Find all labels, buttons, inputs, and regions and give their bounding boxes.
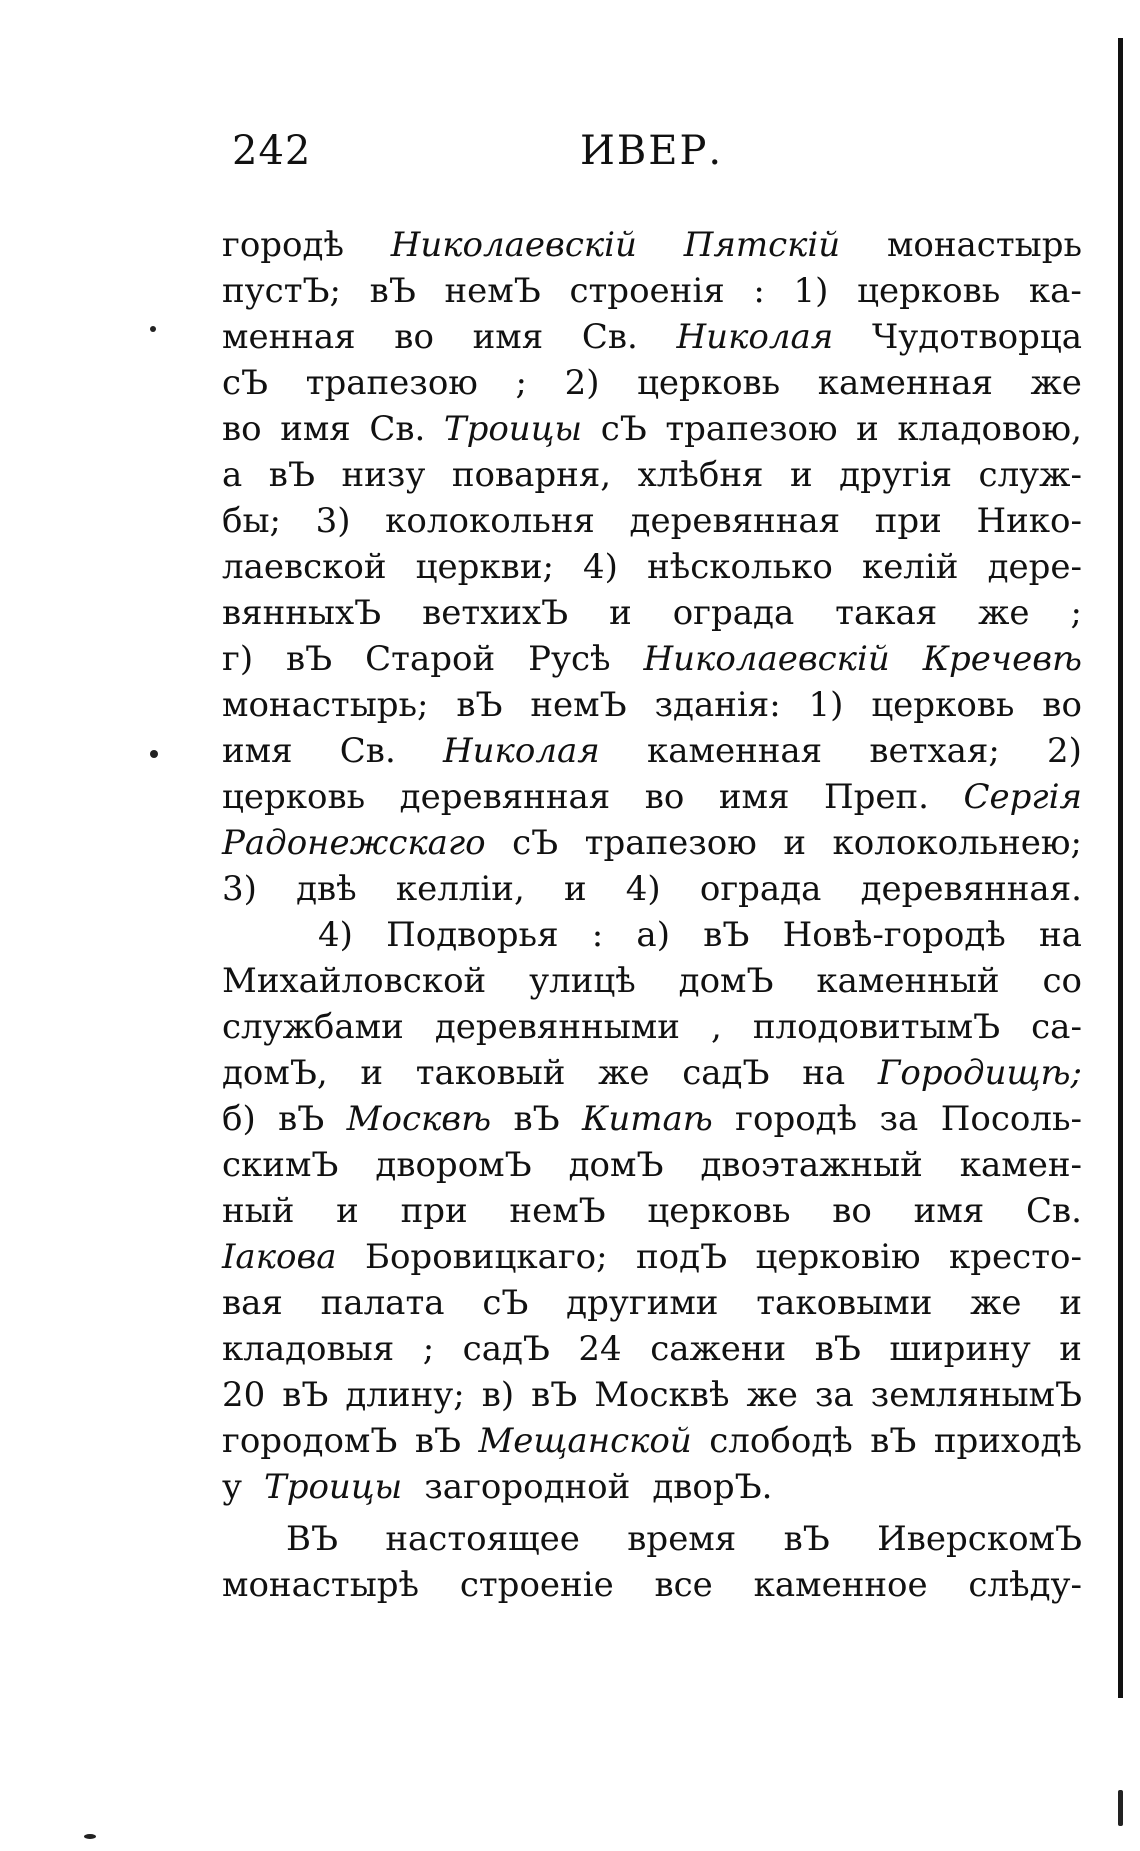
text-line [222,1004,1082,1050]
word: вЪ [531,1375,578,1415]
word: церковію [755,1237,921,1277]
word: монастырѣ [222,1565,420,1605]
word: ограда [672,593,795,633]
word: Преп. [823,777,929,817]
word: церковь [647,1191,791,1231]
print-speck [150,326,156,332]
word: вЪ [870,1421,917,1461]
word: немЪ [444,271,541,311]
word: за [879,1099,919,1139]
word: 3) [222,869,257,909]
word: на [802,1053,846,1093]
word: Николаевскій [390,225,637,265]
word: же [970,1283,1022,1323]
word: деревянная [399,777,611,817]
word: ; [1070,593,1082,633]
word: же [1030,363,1082,403]
word: землянымЪ [870,1375,1082,1415]
word: другія [839,455,953,495]
word: церковь [871,685,1015,725]
word: бы; [222,501,281,541]
word: церкви; [415,547,554,587]
word: ; [422,1329,435,1369]
word: во [222,409,262,449]
word: вЪ [286,639,333,679]
word: Николая [676,317,834,357]
word: Новѣ-городѣ [782,915,1006,955]
word: Городищѣ; [877,1053,1082,1093]
word: а [222,455,243,495]
word: деревянная [629,501,841,541]
word: ВЪ [286,1519,338,1559]
word: Кречевѣ [922,639,1082,679]
word: Св. [581,317,638,357]
word: городѣ [222,225,344,265]
word: городѣ [735,1099,858,1139]
word: Чудотворца [871,317,1082,357]
text-line [222,1280,1082,1326]
word: все [654,1565,713,1605]
word: кресто- [949,1237,1082,1277]
word: скимЪ [222,1145,339,1185]
word: Старой [365,639,496,679]
word: имя [222,731,293,771]
text-line [222,820,1082,866]
word: сажени [650,1329,787,1369]
word: вЪ [783,1519,830,1559]
word: и [336,1191,359,1231]
word: вая [222,1283,283,1323]
word: приходѣ [933,1421,1082,1461]
word: при [400,1191,468,1231]
word: двѣ [296,869,357,909]
word: слободѣ [709,1421,853,1461]
word: Св. [339,731,396,771]
word: менная [222,317,356,357]
word: 4) [625,869,661,909]
page-edge-rule [1118,38,1123,1698]
word: садЪ [682,1053,770,1093]
word: 20 [222,1375,266,1415]
text-line [222,452,1082,498]
word: таковый [415,1053,566,1093]
word: немЪ [509,1191,606,1231]
word: служ- [978,455,1082,495]
word: пустЪ; [222,271,341,311]
word: строеніе [459,1565,614,1605]
word: ка- [1028,271,1082,311]
word: двоэтажный [700,1145,923,1185]
text-line [222,728,1082,774]
word: плодовитымЪ [752,1007,1001,1047]
word: лаевской [222,547,387,587]
word: и [1059,1283,1082,1323]
word: строенія [569,271,725,311]
word: Китаѣ [582,1099,713,1139]
page-header [232,128,1092,188]
word: слѣду- [968,1565,1082,1605]
word: время [627,1519,737,1559]
text-line [222,912,1082,958]
text-line [222,1372,1082,1418]
word: Радонежскаго [222,823,486,863]
word: г) [222,639,254,679]
word: б) [222,1099,256,1139]
word: Русѣ [528,639,611,679]
word: кладовою, [897,409,1082,449]
word: улицѣ [529,961,636,1001]
word: вЪ [268,455,315,495]
word: в) [481,1375,515,1415]
word: Нико- [976,501,1082,541]
word: колокольнею; [832,823,1082,863]
word: загородной [424,1467,631,1507]
word: и [789,455,813,495]
word: : [591,915,604,955]
word: у [222,1467,243,1507]
word: кладовыя [222,1329,395,1369]
text-line [222,1096,1082,1142]
word: церковь [222,777,366,817]
word: за [814,1375,854,1415]
word: Николаевскій [643,639,890,679]
word: поварня, [451,455,612,495]
word: 4) [318,915,353,955]
word: домЪ [678,961,774,1001]
word: такая [835,593,938,633]
print-speck [84,1834,96,1839]
word: вЪ [369,271,416,311]
print-speck [150,750,158,758]
word: трапезою [584,823,757,863]
word: во [1042,685,1082,725]
word: каменный [816,961,1000,1001]
word: ветхихЪ [422,593,569,633]
word: вЪ [814,1329,861,1369]
word: сЪ [222,363,269,403]
word: и [563,869,587,909]
word: ИверскомЪ [877,1519,1082,1559]
word: Москвѣ [594,1375,730,1415]
word: Михайловской [222,961,487,1001]
word: городомЪ [222,1421,398,1461]
word: Мещанской [478,1421,692,1461]
word: домЪ [568,1145,664,1185]
text-line [222,1050,1082,1096]
word: Посоль- [940,1099,1082,1139]
word: 1) [793,271,829,311]
word: и [609,593,632,633]
text-line [222,1142,1082,1188]
text-line [222,866,1082,912]
word: монастырь; [222,685,429,725]
word: трапезою [305,363,478,403]
word: каменная [817,363,993,403]
text-line [222,1418,1082,1464]
word: немЪ [530,685,627,725]
word: дере- [987,547,1082,587]
word: имя [280,409,351,449]
word: другими [566,1283,719,1323]
text-line [222,1464,1082,1510]
word: дворомЪ [375,1145,532,1185]
word: длину; [345,1375,465,1415]
word: , [710,1007,722,1047]
word: вЪ [703,915,750,955]
word: вЪ [456,685,503,725]
text-line [222,498,1082,544]
word: имя [718,777,790,817]
word: и [856,409,879,449]
word: при [874,501,942,541]
word: низу [341,455,426,495]
word: 2) [564,363,600,403]
word: ный [222,1191,295,1231]
text-line [222,958,1082,1004]
text-line [222,360,1082,406]
word: ограда [699,869,822,909]
word: и [1059,1329,1082,1369]
text-line [222,406,1082,452]
word: вянныхЪ [222,593,382,633]
text-line [222,636,1082,682]
text-line [222,682,1082,728]
text-line [222,222,1082,268]
word: ширину [889,1329,1031,1369]
word: 24 [578,1329,622,1369]
word: на [1039,915,1082,955]
word: во [394,317,434,357]
word: зданія: [654,685,781,725]
word: во [644,777,685,817]
word: службами [222,1007,404,1047]
word: 1) [808,685,844,725]
word: сЪ [482,1283,529,1323]
word: Св. [1025,1191,1082,1231]
word: Николая [443,731,600,771]
word: Троицы [443,409,583,449]
word: камен- [959,1145,1082,1185]
text-line [222,1326,1082,1372]
text-line [222,314,1082,360]
word: Троицы [264,1467,403,1507]
word: же [746,1375,798,1415]
word: вЪ [278,1099,325,1139]
word: подЪ [636,1237,728,1277]
word: 4) [583,547,618,587]
word: палата [320,1283,445,1323]
word: 2) [1047,731,1082,771]
word: деревянными [434,1007,680,1047]
word: са- [1031,1007,1082,1047]
word: нѣсколько [647,547,833,587]
word: хлѣбня [637,455,764,495]
word: со [1042,961,1082,1001]
word: садЪ [462,1329,550,1369]
text-line [222,774,1082,820]
word: настоящее [385,1519,580,1559]
text-line [222,1516,1082,1562]
word: вЪ [414,1421,461,1461]
text-line [222,268,1082,314]
text-line [222,590,1082,636]
word: вЪ [282,1375,329,1415]
word: каменная [647,731,823,771]
text-line [222,544,1082,590]
word: 3) [315,501,351,541]
word: и [360,1053,384,1093]
text-line [222,1234,1082,1280]
word: имя [472,317,544,357]
word: и [783,823,807,863]
word: ; [515,363,527,403]
word: : [753,271,765,311]
word: вЪ [513,1099,560,1139]
word: каменное [753,1565,928,1605]
word: келліи, [395,869,525,909]
word: домЪ, [222,1053,328,1093]
word: трапезою [665,409,838,449]
word: Боровицкаго; [364,1237,608,1277]
word: же [978,593,1030,633]
word: церковь [637,363,781,403]
word: сЪ [512,823,559,863]
word: Москвѣ [346,1099,492,1139]
word: келій [861,547,959,587]
word: Сергія [963,777,1082,817]
word: Св. [369,409,426,449]
page-number: 242 [232,128,312,174]
text-line [222,1188,1082,1234]
word: Пятскій [683,225,841,265]
word: сЪ [600,409,647,449]
word: колокольня [385,501,595,541]
word: имя [913,1191,985,1231]
word: Іакова [222,1237,337,1277]
word: дворЪ. [652,1467,773,1507]
word: Подворья [386,915,559,955]
word: а) [636,915,670,955]
word: церковь [857,271,1001,311]
word: таковыми [756,1283,933,1323]
word: ветхая; [869,731,1000,771]
word: же [598,1053,650,1093]
body-text [222,222,1082,1608]
running-head: ИВЕР. [580,128,724,174]
text-line [222,1562,1082,1608]
word: деревянная. [860,869,1082,909]
word: во [832,1191,872,1231]
word: монастырь [886,225,1082,265]
print-speck [1118,1790,1123,1826]
